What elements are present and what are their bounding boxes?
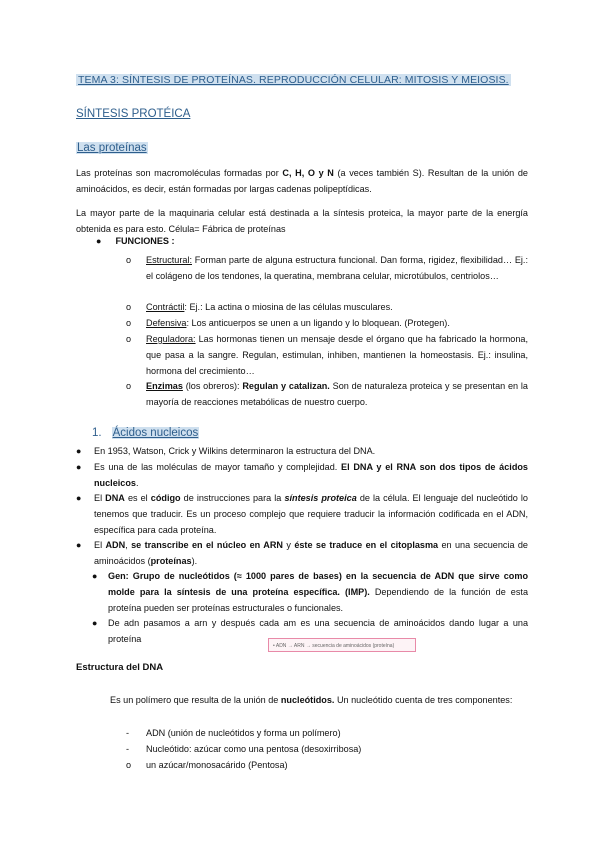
bullet-icon: ● [96, 236, 102, 246]
dash-bullet-icon: - [126, 744, 130, 754]
funcion-item: o Contráctil: Ej.: La actina o miosina de las células musculares. [126, 299, 528, 315]
paragraph-proteinas-def: Las proteínas son macromoléculas formadas por C, H, O y N (a veces también S). Resultan de la unión de aminoácidos, es decir, están formadas por largas cadenas polipeptídicas. [76, 168, 528, 194]
funcion-item: o Enzimas (los obreros): Regulan y catalizan. Son de naturaleza proteica y se presentan en la mayoría de reacciones metabólicas de nuestro cuerpo. [126, 378, 528, 410]
heading-estructura-dna: Estructura del DNA [76, 662, 164, 673]
list-item: ● En 1953, Watson, Crick y Wilkins determinaron la estructura del DNA. [76, 443, 528, 459]
paragraph-maquinaria: La mayor parte de la maquinaria celular está destinada a la síntesis proteica, la mayor parte de la energía obtenida es para esto. Célula= Fábrica de proteínas [76, 208, 528, 234]
list-item: - ADN (unión de nucleótidos y forma un polímero) [126, 725, 341, 741]
funcion-item: o Reguladora: Las hormonas tienen un mensaje desde el órgano que ha fabricado la hormona, que pasa a la sangre. Regulan, estimulan, inhiben, mantienen la homeostasis. Ej.: insulina, hormona del crecimiento… [126, 331, 528, 379]
bullet-icon: ● [76, 540, 82, 550]
circle-bullet-icon: o [126, 302, 132, 312]
heading-sintesis-proteica: SÍNTESIS PROTÉICA [76, 108, 191, 120]
list-item: - Nucleótido: azúcar como una pentosa (desoxirribosa) [126, 741, 361, 757]
circle-bullet-icon: o [126, 318, 132, 328]
bullet-icon: ● [76, 493, 82, 503]
paragraph-polimero: Es un polímero que resulta de la unión de nucleótidos. Un nucleótido cuenta de tres componentes: [110, 695, 513, 705]
list-item: o un azúcar/monosacárido (Pentosa) [126, 757, 288, 773]
bullet-icon: ● [76, 446, 82, 456]
embedded-image-snippet: • ADN → ARN → secuencia de aminoácidos (proteína) [268, 638, 416, 652]
funcion-item: o Defensiva: Los anticuerpos se unen a un ligando y lo bloquean. (Protegen). [126, 315, 528, 331]
dash-bullet-icon: - [126, 728, 130, 738]
document-title: TEMA 3: SÍNTESIS DE PROTEÍNAS. REPRODUCCIÓN CELULAR: MITOSIS Y MEIOSIS. [78, 74, 509, 86]
bullet-icon: ● [76, 462, 82, 472]
funcion-item: o Estructural: Forman parte de alguna estructura funcional. Dan forma, rigidez, flexibilidad… Ej.: el colágeno de los tendones, la queratina, membrana celular, microtúbulos, centriolos… [126, 252, 528, 284]
circle-bullet-icon: o [126, 760, 132, 770]
bullet-icon: ● [92, 571, 98, 581]
list-item: ● Gen: Grupo de nucleótidos (≈ 1000 pares de bases) en la secuencia de ADN que sirve como molde para la síntesis de una proteína específica. (IMP). Dependiendo de la función de esta proteína pueden ser proteínas estructurales o funcionales. [92, 568, 528, 616]
circle-bullet-icon: o [126, 381, 132, 391]
circle-bullet-icon: o [126, 255, 132, 265]
funciones-label: ● FUNCIONES : [96, 236, 175, 246]
list-item: ● El DNA es el código de instrucciones para la síntesis proteica de la célula. El lenguaje del nucleótido lo tenemos que traducir. Es un proceso complejo que requiere traducir la información codificada en el ADN, específica para cada proteína. [76, 490, 528, 538]
heading-las-proteinas: Las proteínas [77, 142, 147, 154]
bullet-icon: ● [92, 618, 98, 628]
heading-acidos-nucleicos: 1. Ácidos nucleicos [92, 427, 199, 439]
list-item: ● Es una de las moléculas de mayor tamaño y complejidad. El DNA y el RNA son dos tipos de ácidos nucleicos. [76, 459, 528, 491]
circle-bullet-icon: o [126, 334, 132, 344]
list-item: ● El ADN, se transcribe en el núcleo en ARN y éste se traduce en el citoplasma en una secuencia de aminoácidos (proteínas). [76, 537, 528, 569]
list-item: ● De adn pasamos a arn y después cada am es una secuencia de aminoácidos dando lugar a una proteína [92, 615, 528, 647]
